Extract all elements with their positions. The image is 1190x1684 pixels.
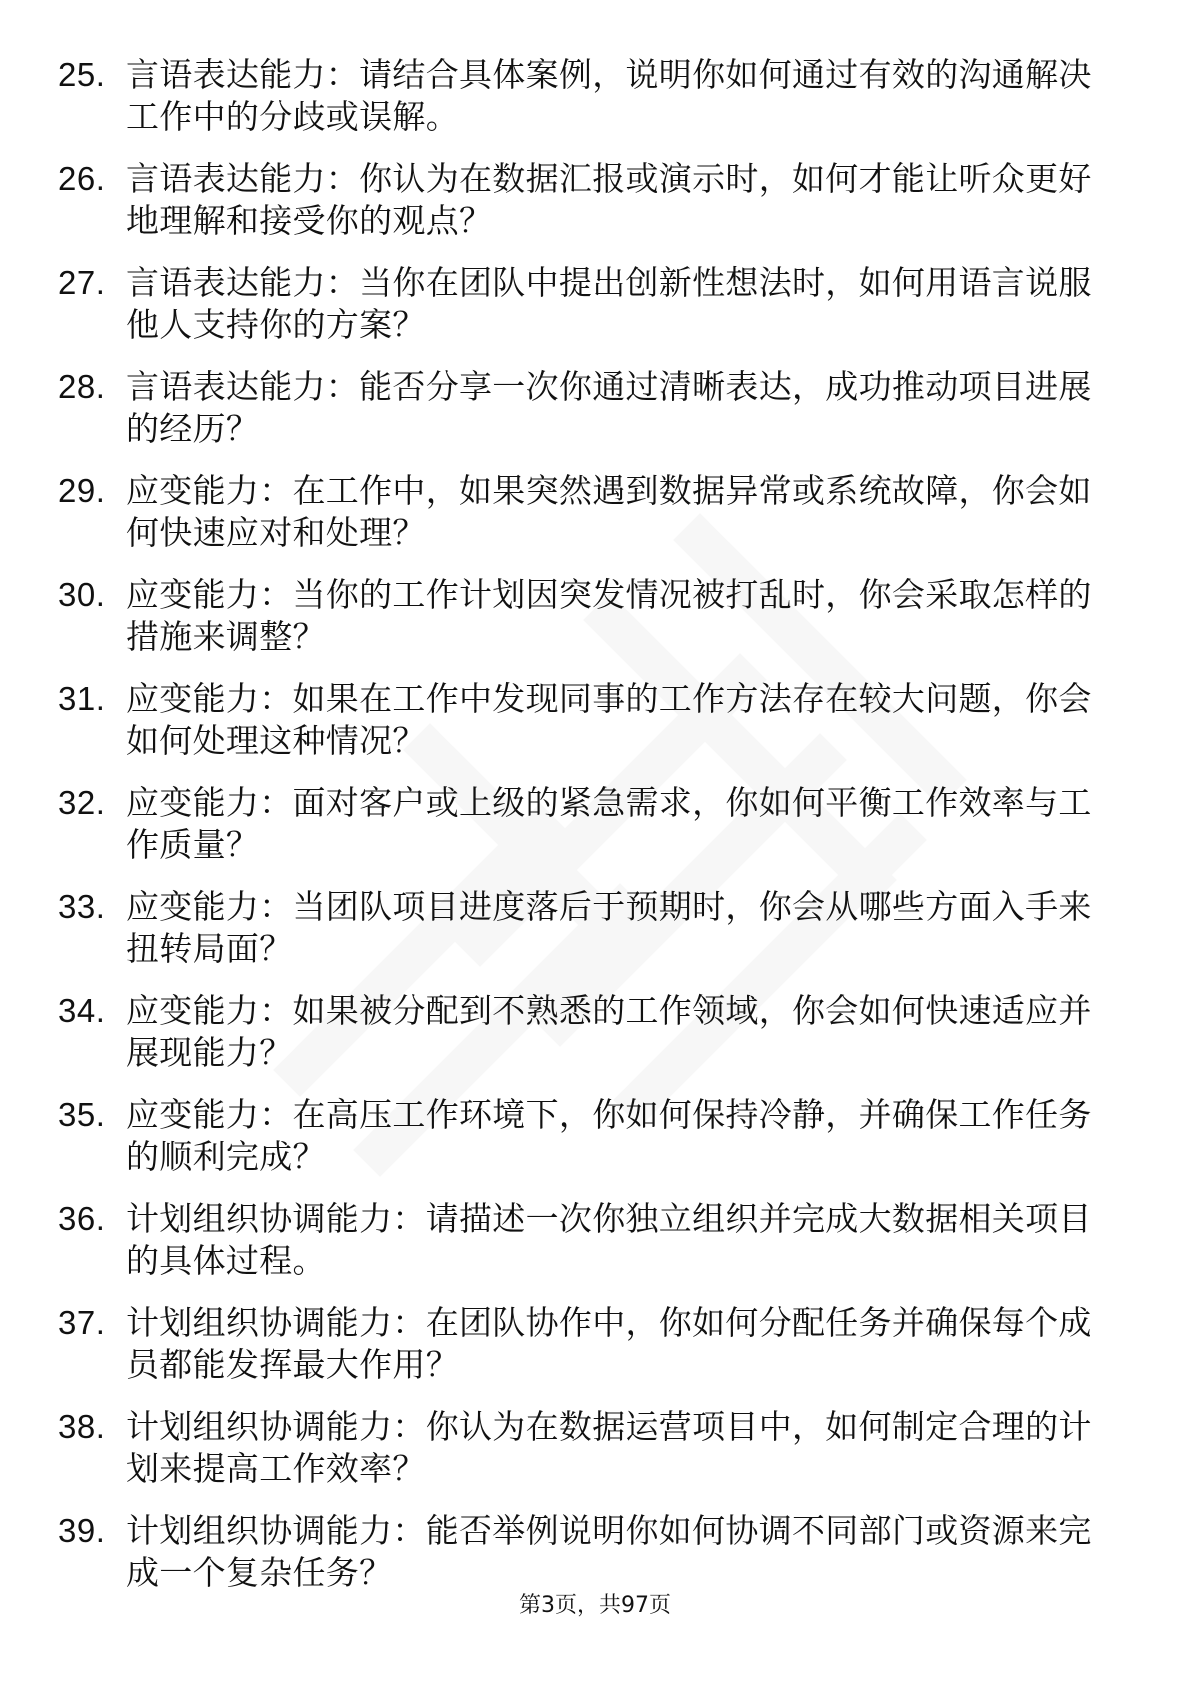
- question-text: 应变能力：当你的工作计划因突发情况被打乱时，你会采取怎样的措施来调整？: [126, 575, 1092, 656]
- question-number: 35.: [58, 1096, 106, 1133]
- list-item: [58, 54, 1118, 158]
- question-text: 计划组织协调能力：请描述一次你独立组织并完成大数据相关项目的具体过程。: [126, 1199, 1092, 1280]
- question-text: 言语表达能力：你认为在数据汇报或演示时，如何才能让听众更好地理解和接受你的观点？: [126, 159, 1092, 240]
- question-text: 计划组织协调能力：能否举例说明你如何协调不同部门或资源来完成一个复杂任务？: [126, 1511, 1092, 1592]
- list-item: [58, 1198, 1118, 1302]
- question-number: 26.: [58, 160, 106, 197]
- question-number: 28.: [58, 368, 106, 405]
- list-item: [58, 366, 1118, 470]
- question-number: 39.: [58, 1512, 106, 1549]
- page-footer: 第3页，共97页: [519, 1593, 671, 1618]
- question-text: 计划组织协调能力：在团队协作中，你如何分配任务并确保每个成员都能发挥最大作用？: [126, 1303, 1092, 1384]
- question-number: 33.: [58, 888, 106, 925]
- question-text: 应变能力：如果被分配到不熟悉的工作领域，你会如何快速适应并展现能力？: [126, 991, 1092, 1072]
- list-item: [58, 990, 1118, 1094]
- question-text: 言语表达能力：当你在团队中提出创新性想法时，如何用语言说服他人支持你的方案？: [126, 263, 1092, 344]
- list-item: [58, 262, 1118, 366]
- question-text: 应变能力：当团队项目进度落后于预期时，你会从哪些方面入手来扭转局面？: [126, 887, 1092, 968]
- question-text: 应变能力：在工作中，如果突然遇到数据异常或系统故障，你会如何快速应对和处理？: [126, 471, 1092, 552]
- question-text: 应变能力：面对客户或上级的紧急需求，你如何平衡工作效率与工作质量？: [126, 783, 1092, 864]
- question-list: [58, 54, 1118, 1614]
- question-number: 25.: [58, 56, 106, 93]
- list-item: [58, 158, 1118, 262]
- question-number: 38.: [58, 1408, 106, 1445]
- question-text: 计划组织协调能力：你认为在数据运营项目中，如何制定合理的计划来提高工作效率？: [126, 1407, 1092, 1488]
- list-item: [58, 1094, 1118, 1198]
- question-number: 27.: [58, 264, 106, 301]
- question-text: 言语表达能力：能否分享一次你通过清晰表达，成功推动项目进展的经历？: [126, 367, 1092, 448]
- list-item: [58, 1302, 1118, 1406]
- question-text: 应变能力：在高压工作环境下，你如何保持冷静，并确保工作任务的顺利完成？: [126, 1095, 1092, 1176]
- list-item: [58, 574, 1118, 678]
- question-number: 32.: [58, 784, 106, 821]
- question-number: 36.: [58, 1200, 106, 1237]
- list-item: [58, 782, 1118, 886]
- question-number: 29.: [58, 472, 106, 509]
- list-item: [58, 678, 1118, 782]
- list-item: [58, 470, 1118, 574]
- question-number: 34.: [58, 992, 106, 1029]
- question-text: 言语表达能力：请结合具体案例，说明你如何通过有效的沟通解决工作中的分歧或误解。: [126, 55, 1092, 136]
- list-item: [58, 1406, 1118, 1510]
- list-item: [58, 886, 1118, 990]
- question-number: 37.: [58, 1304, 106, 1341]
- question-number: 31.: [58, 680, 106, 717]
- question-number: 30.: [58, 576, 106, 613]
- question-text: 应变能力：如果在工作中发现同事的工作方法存在较大问题，你会如何处理这种情况？: [126, 679, 1092, 760]
